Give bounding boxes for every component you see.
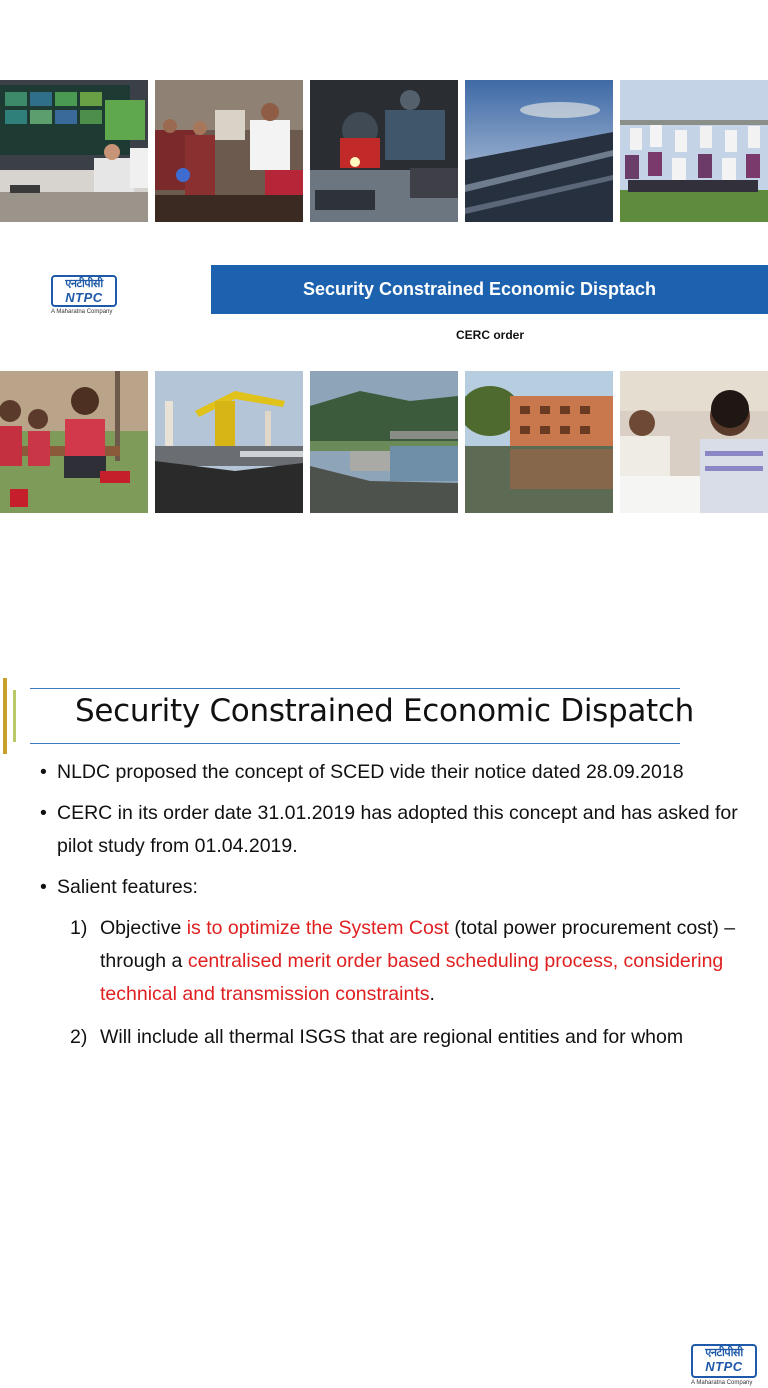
title-rule-bottom [30,743,680,744]
bullet-text: CERC in its order date 31.01.2019 has adopted this concept and has asked for pilot study from 01.04.2019. [57,802,738,857]
bullet-item [40,756,750,789]
subtitle: CERC order [455,328,524,342]
coal-handling-plant-photo [155,371,303,513]
logo-brand-text: NTPC [65,290,103,305]
township-building-photo [465,371,613,513]
item-text: (total power procurement cost) – through a [100,917,736,972]
title-slide [0,0,768,580]
logo-hindi-text: एनटीपीसी [65,277,103,290]
content-slide [0,650,768,1386]
bottom-photo-strip [0,371,768,513]
bullet-item [40,797,750,863]
numbered-item [40,1021,750,1054]
control-room-photo [0,80,148,222]
bullet-text: Salient features: [57,876,198,898]
accent-bar [3,678,7,754]
logo-tagline: A Maharatna Company [51,309,113,315]
bullet-glyph: • [40,876,47,898]
item-number: 2) [70,1026,88,1048]
children-sports-photo [620,80,768,222]
bullet-glyph: • [40,761,47,783]
title-rule-top [30,688,680,689]
bullet-glyph: • [40,802,47,824]
bullet-text: NLDC proposed the concept of SCED vide their notice dated 28.09.2018 [57,761,684,783]
welding-training-photo [310,80,458,222]
village-elder-and-boy-photo [620,371,768,513]
hydro-dam-photo [310,371,458,513]
top-photo-strip [0,80,768,222]
item-highlight: is to optimize the System Cost [186,917,449,939]
numbered-item [40,912,750,1011]
logo-brand-text: NTPC [705,1359,743,1374]
accent-bar [13,690,16,742]
item-number: 1) [70,917,88,939]
title-banner: Security Constrained Economic Disptach [211,265,768,314]
children-swing-photo [0,371,148,513]
item-highlight: centralised merit order based scheduling process, considering technical and transmission constraints [100,950,724,1005]
classroom-demo-photo [155,80,303,222]
item-text: Objective [100,917,187,939]
solar-panel-photo [465,80,613,222]
logo-tagline: A Maharatna Company [691,1380,753,1386]
logo-hindi-text: एनटीपीसी [705,1346,743,1359]
slide-title: Security Constrained Economic Dispatch [75,693,694,729]
ntpc-logo [51,275,117,317]
ntpc-logo [691,1344,757,1388]
item-text: Will include all thermal ISGS that are regional entities and for whom [100,1026,684,1048]
bullet-item [40,871,750,904]
bullet-list [40,756,750,1054]
item-text: . [429,983,435,1005]
